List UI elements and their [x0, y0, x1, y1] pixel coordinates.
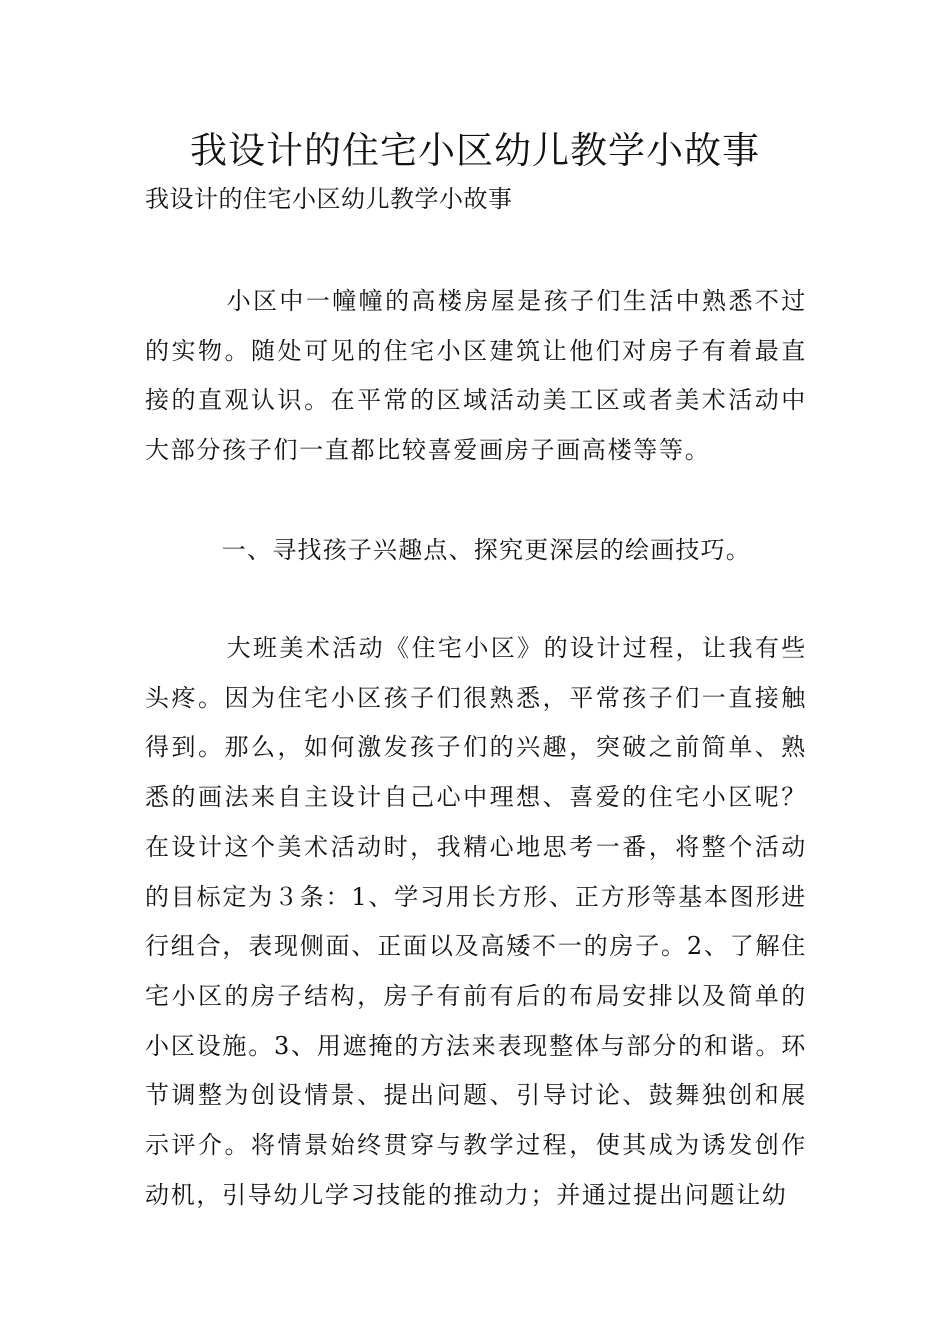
paragraph-design-process: 大班美术活动《住宅小区》的设计过程，让我有些头疼。因为住宅小区孩子们很熟悉，平常孩子们一直接触得到。那么，如何激发孩子们的兴趣，突破之前简单、熟悉的画法来自主设计自己心中理想、喜爱的住宅小区呢？在设计这个美术活动时，我精心地思考一番，将整个活动的目标定为３条：1、学习用长方形、正方形等基本图形进行组合，表现侧面、正面以及高矮不一的房子。2、了解住宅小区的房子结构，房子有前有后的布局安排以及简单的小区设施。3、用遮掩的方法来表现整体与部分的和谐。环节调整为创设情景、提出问题、引导讨论、鼓舞独创和展示评介。将情景始终贯穿与教学过程，使其成为诱发创作动机，引导幼儿学习技能的推动力；并通过提出问题让幼: [145, 634, 807, 1209]
section-heading: 一、寻找孩子兴趣点、探究更深层的绘画技巧。: [221, 536, 751, 564]
document-subtitle: 我设计的住宅小区幼儿教学小故事: [145, 185, 513, 213]
document-title: 我设计的住宅小区幼儿教学小故事: [190, 129, 760, 172]
paragraph-intro: 小区中一幢幢的高楼房屋是孩子们生活中熟悉不过的实物。随处可见的住宅小区建筑让他们对房子有着最直接的直观认识。在平常的区域活动美工区或者美术活动中大部分孩子们一直都比较喜爱画房子画高楼等等。: [145, 287, 807, 465]
